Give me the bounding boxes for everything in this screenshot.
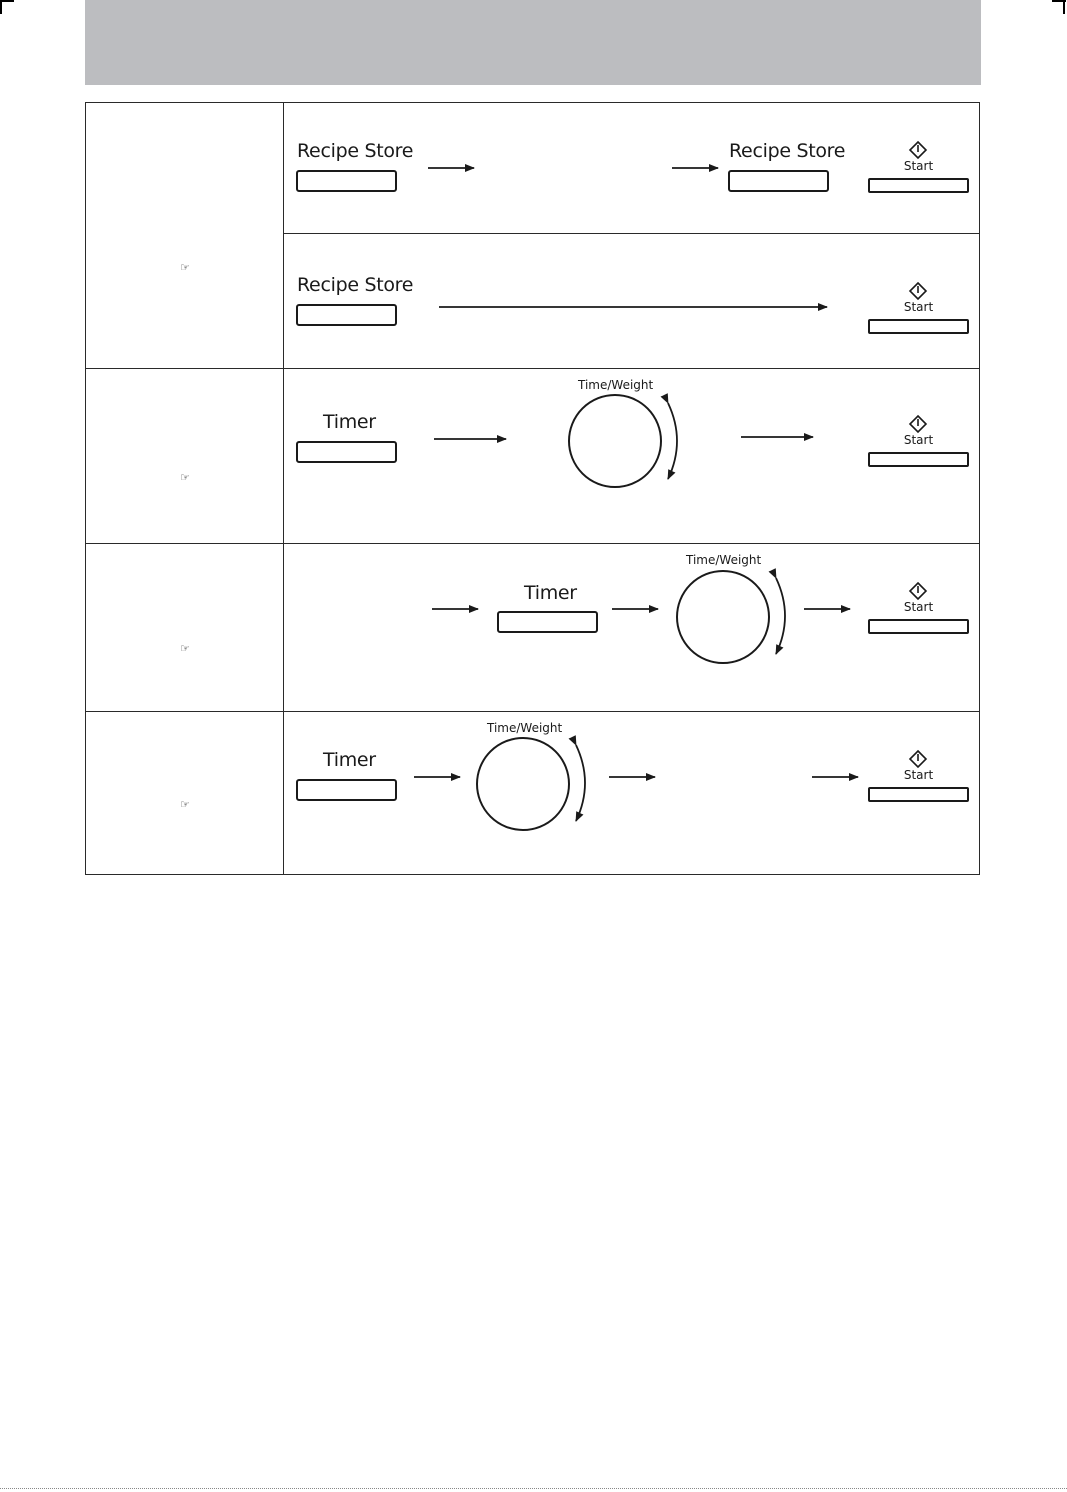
rotate-arrow bbox=[576, 745, 585, 821]
time-weight-label: Time/Weight bbox=[487, 721, 563, 735]
reference-icon: ☞ bbox=[180, 471, 190, 484]
reference-icon: ☞ bbox=[180, 261, 190, 274]
reference-icon: ☞ bbox=[180, 642, 190, 655]
start-label: Start bbox=[903, 768, 934, 782]
start-label: Start bbox=[903, 433, 934, 447]
start-label: Start bbox=[903, 159, 934, 173]
rotate-arrow bbox=[776, 578, 785, 654]
recipe-store-label: Recipe Store bbox=[297, 274, 414, 296]
start-label: Start bbox=[903, 300, 934, 314]
start-label: Start bbox=[903, 600, 934, 614]
timer-label: Timer bbox=[323, 749, 376, 771]
time-weight-label: Time/Weight bbox=[686, 553, 762, 567]
timer-label: Timer bbox=[524, 582, 577, 604]
bottom-trim-line bbox=[0, 1488, 1067, 1489]
rotate-arrow bbox=[668, 403, 677, 479]
recipe-store-label: Recipe Store bbox=[729, 140, 846, 162]
timer-label: Timer bbox=[323, 411, 376, 433]
recipe-store-label: Recipe Store bbox=[297, 140, 414, 162]
reference-icon: ☞ bbox=[180, 798, 190, 811]
time-weight-label: Time/Weight bbox=[578, 378, 654, 392]
